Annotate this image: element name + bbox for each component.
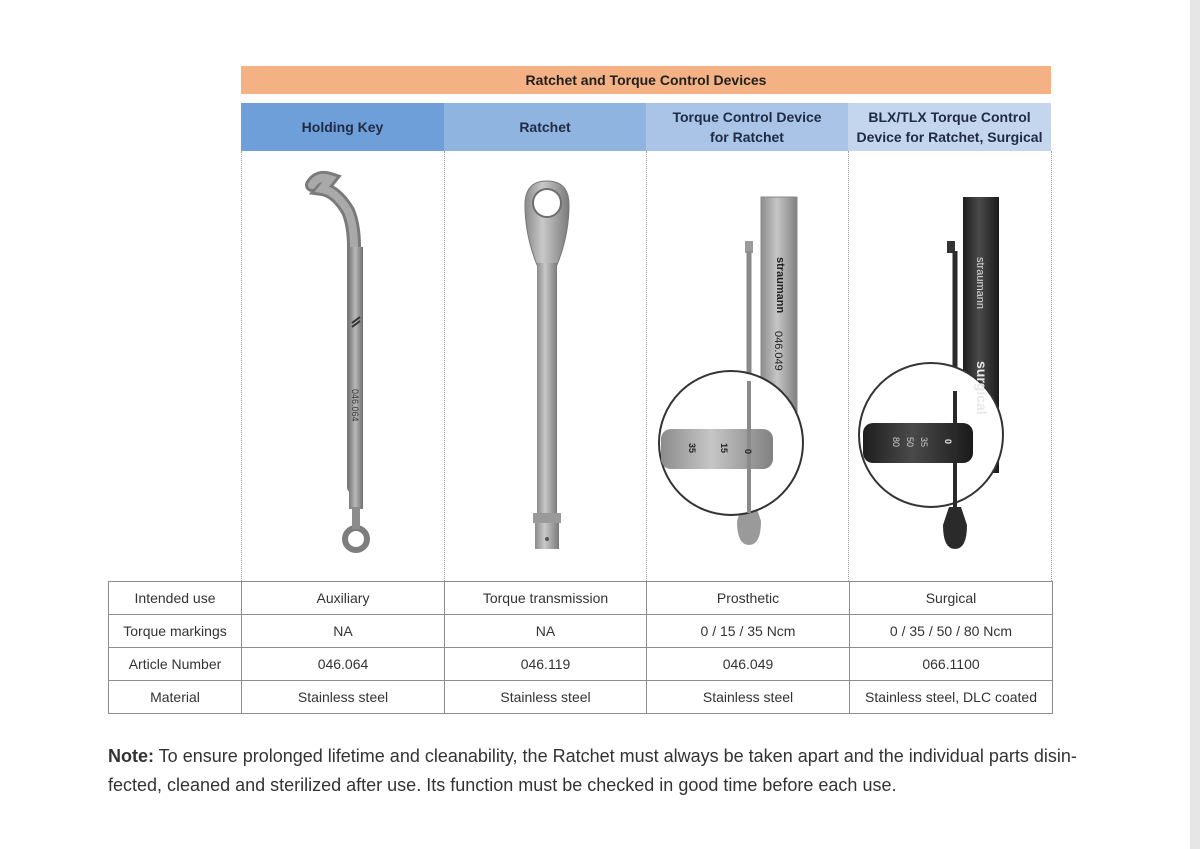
blx-surgical-label: surgical (974, 361, 990, 415)
table-row (109, 648, 1053, 681)
row-label: Torque markings (109, 615, 242, 648)
table-row (109, 582, 1053, 615)
blx-scale-50: 50 (905, 437, 915, 448)
header-torque-control-device: Torque Control Device for Ratchet (646, 103, 848, 151)
blx-scale-0: 0 (943, 439, 953, 445)
note-text: To ensure prolonged lifetime and cleanability, the Ratchet must always be taken apart and the individual parts disin-fected, cleaned and sterilized after use. Its function must be checked in good time before each use. (108, 746, 1077, 795)
table-cell: Torque transmission (445, 582, 647, 615)
blx-scale-80: 80 (891, 437, 901, 448)
header-ratchet: Ratchet (444, 103, 646, 151)
tcd-scale-0: 0 (743, 449, 753, 455)
table-row (109, 615, 1053, 648)
table-cell: NA (242, 615, 445, 648)
ratchet-image (444, 151, 647, 581)
table-cell: Stainless steel (242, 681, 445, 714)
tcd-engraving: 046.049 (772, 331, 784, 371)
blx-brand-text: straumann (974, 257, 986, 309)
table-cell: Stainless steel, DLC coated (850, 681, 1053, 714)
header-holding-key: Holding Key (241, 103, 444, 151)
page-edge (1190, 0, 1200, 849)
table-cell: 066.1100 (850, 648, 1053, 681)
table-cell: NA (445, 615, 647, 648)
torque-control-device-image (646, 151, 849, 581)
note-label: Note: (108, 746, 154, 766)
holding-key-image (241, 151, 444, 581)
tcd-scale-35: 35 (687, 443, 697, 454)
table-cell: Surgical (850, 582, 1053, 615)
blx-scale-35: 35 (919, 437, 929, 448)
table-cell: Prosthetic (647, 582, 850, 615)
tcd-scale-15: 15 (719, 443, 729, 454)
table-cell: 046.064 (242, 648, 445, 681)
table-cell: Stainless steel (647, 681, 850, 714)
row-label: Intended use (109, 582, 242, 615)
table-cell: Stainless steel (445, 681, 647, 714)
note-paragraph (108, 742, 1088, 800)
table-cell: Auxiliary (242, 582, 445, 615)
tcd-brand-text: straumann (774, 257, 786, 314)
table-row (109, 681, 1053, 714)
blx-tlx-device-image (848, 151, 1052, 581)
row-label: Article Number (109, 648, 242, 681)
table-cell: 0 / 15 / 35 Ncm (647, 615, 850, 648)
table-cell: 0 / 35 / 50 / 80 Ncm (850, 615, 1053, 648)
table-cell: 046.119 (445, 648, 647, 681)
holding-key-engraving: 046.064 (350, 389, 360, 422)
header-blx-tlx-device: BLX/TLX Torque Control Device for Ratchet, Surgical (848, 103, 1051, 151)
row-label: Material (109, 681, 242, 714)
spec-table (108, 581, 1053, 714)
table-cell: 046.049 (647, 648, 850, 681)
table-title: Ratchet and Torque Control Devices (241, 66, 1051, 94)
